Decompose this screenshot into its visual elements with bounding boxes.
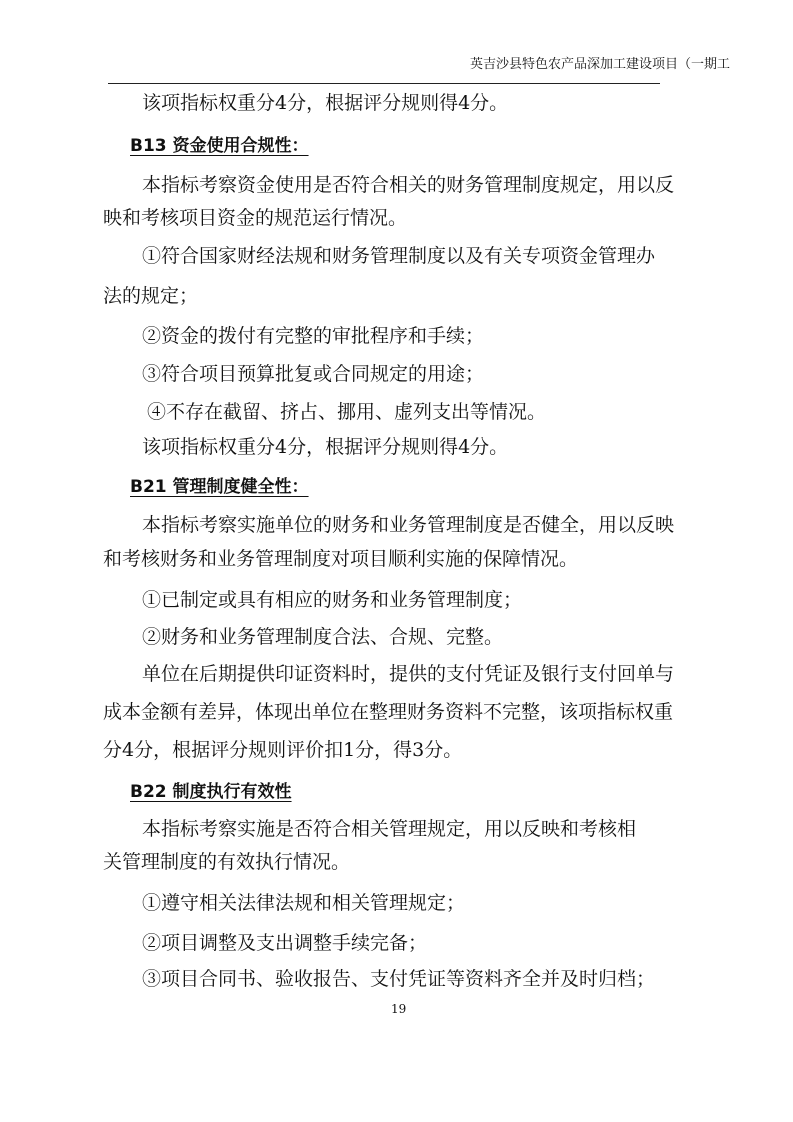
body-line: 该项指标权重分4分，根据评分规则得4分。 [142,436,509,458]
body-line: 该项指标权重分4分，根据评分规则得4分。 [142,92,509,114]
list-item: ①符合国家财经法规和财务管理制度以及有关专项资金管理办 [142,245,656,267]
body-line: 关管理制度的有效执行情况。 [103,851,351,873]
body-line: 映和考核项目资金的规范运行情况。 [103,207,408,229]
body-line: 法的规定； [103,285,199,307]
section-heading-b13: B13 资金使用合规性： [130,136,309,156]
body-line: 单位在后期提供印证资料时，提供的支付凭证及银行支付回单与 [142,663,675,685]
list-item: ③符合项目预算批复或合同规定的用途； [142,363,485,385]
list-item: ②项目调整及支出调整手续完备； [142,932,428,954]
list-item: ②财务和业务管理制度合法、合规、完整。 [142,626,504,648]
section-heading-b22: B22 制度执行有效性 [130,782,292,802]
body-line: 本指标考察资金使用是否符合相关的财务管理制度规定，用以反 [142,174,675,196]
running-header: 英吉沙县特色农产品深加工建设项目（一期工 [470,57,731,72]
list-item: ②资金的拨付有完整的审批程序和手续； [142,325,485,347]
header-rule [108,83,660,84]
list-item: ④不存在截留、挤占、挪用、虚列支出等情况。 [147,401,547,423]
page-number: 19 [391,1002,407,1016]
body-line: 本指标考察实施是否符合相关管理规定，用以反映和考核相 [142,818,637,840]
body-line: 成本金额有差异，体现出单位在整理财务资料不完整，该项指标权重 [103,701,674,723]
body-line: 和考核财务和业务管理制度对项目顺利实施的保障情况。 [103,548,579,570]
list-item: ①已制定或具有相应的财务和业务管理制度； [142,589,523,611]
body-line: 分4分，根据评分规则评价扣1分，得3分。 [103,739,463,761]
list-item: ①遵守相关法律法规和相关管理规定； [142,892,466,914]
body-line: 本指标考察实施单位的财务和业务管理制度是否健全，用以反映 [142,514,675,536]
list-item: ③项目合同书、验收报告、支付凭证等资料齐全并及时归档； [142,968,656,990]
section-heading-b21: B21 管理制度健全性： [130,477,309,497]
